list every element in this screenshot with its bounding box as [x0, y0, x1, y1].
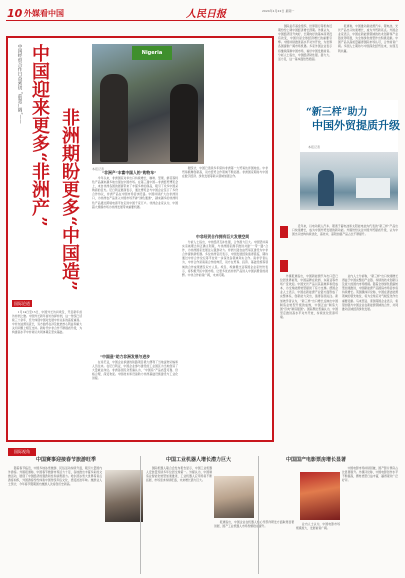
- lead-byline: 本报记者: [92, 167, 105, 171]
- lead-subhead-1: “非洲产”丰富中国人的“购物车”: [102, 170, 157, 175]
- photo-worker: [318, 170, 334, 206]
- right-photo-caption: [300, 212, 398, 220]
- lead-photo: [92, 44, 204, 164]
- right-headline-main: 中国外贸提质升级: [312, 119, 400, 132]
- lead-subhead-3: 中非经贸合作拥有巨大发展空间: [196, 234, 250, 239]
- lead-body-col4: 分析人士指出，中非经济互补性强，合作潜力巨大。中国坚持真实亲诚理念和正确义利观，与非洲国家携手推进共建“一带一路”合作，为非洲国家发展注入强劲动力。非洲大陆自由贸易区建设为中非合作提供新机遇。多位非洲官员表示，中国发展经验值得借鉴，期待通过中非合作论坛等平台进一步深化各领域务实合作。南非学者认为，中非合作是南南合作的典范，双方在贸易、投资、基础设施等领域的合作成果惠及双方人民。埃及、埃塞俄比亚等国企业家纷纷表示，将积极开拓中国市场，让更多优质非洲产品进入中国消费者的视野。中非合作前景广阔，未来可期。: [182, 240, 268, 277]
- dateline: 2024年1月22日 星期一: [262, 9, 295, 13]
- bottom-photo-1: [105, 470, 143, 522]
- photo-machine: [356, 178, 390, 198]
- right-byline: 本报记者: [308, 145, 321, 149]
- right-body-intro: 近年来，以电动载人汽车、锂离子蓄电池和太阳能电池为代表的“新三样”产品出口快速增长，成为中国外贸发展的新动能。外媒纷纷关注中国外贸提质升级，认为中国出口结构持续优化，高技术、高附加值产品占比不断提升。: [292, 224, 398, 237]
- bottom-article-1-text: 随着春节临近，中国多地冰雪旅游、民俗活动持续升温，吸引大量国内外游客。外媒报道称，中国春节旅游市场活力十足，各地推出丰富多彩的文旅活动，展现了中国经济的强劲韧性和消费潜力。哈尔滨冰雪大世界等景点游客如织，外国游客纷纷体验中国传统年俗文化，感受浓浓年味。旅游业人士预计，今年春节假期国内旅游人次将创历史新高。: [8, 466, 102, 487]
- page-number: 10: [7, 7, 23, 20]
- lead-tag: 国际论道: [14, 301, 30, 306]
- lead-headline-2: 非洲期盼更多“中国造”: [59, 108, 80, 291]
- lead-photo-caption: [206, 46, 212, 158]
- photo-sign: Nigeria: [132, 46, 172, 60]
- bottom-strip-tag: 国际视角: [8, 448, 36, 456]
- bottom-article-2-text: 国际机器人联合会发布报告显示，中国工业机器人安装量连续多年位居全球第一。外媒认为，中国制造业智能化转型加速推进，工业机器人应用场景不断拓展，市场需求持续旺盛，未来增长潜力巨大。: [146, 466, 212, 483]
- lead-body-col3: 据统计，中国已连续多年保持非洲第一大贸易伙伴国地位。中非贸易额屡创新高，双方经贸合作领域不断拓展。非洲国家期待与中国在数字经济、绿色发展等新兴领域加强合作。: [182, 166, 268, 179]
- right-photo: [300, 152, 398, 210]
- lead-body-col1: 今年以来，非洲国家对华出口持续增长，咖啡、坚果、鲜花等特色产品越来越多地出现在中国市场。在第三届中国—非洲经贸博览会上，来自非洲各国的展商带来了丰富多样的商品，吸引了众多中国采购商的目光。尼日利亚展商表示，通过博览会与中国企业签订了多份合作协议，非洲产品在中国市场需求旺盛。中国持续扩大自非洲进口，为非洲农产品进入中国市场开辟“绿色通道”，越来越多的非洲特色产品通过跨境电商平台走进中国千家万户。非洲企业家认为，中国超大规模市场为非洲发展带来重要机遇。: [92, 176, 178, 209]
- header-rule: [6, 20, 399, 21]
- right-tag-1: [280, 226, 288, 238]
- right-tag-2: [280, 260, 288, 272]
- bottom-title-2: 中国工业机器人增长潜力巨大: [166, 457, 232, 463]
- masthead-logo: 人民日报: [186, 9, 226, 20]
- lead-subhead-2: “中国造”助力非洲发展与进步: [100, 354, 150, 359]
- right-headline-quote: “新三样”助力: [306, 107, 368, 118]
- bottom-title-1: 中国赛事迎接春节旅游旺季: [36, 457, 97, 463]
- right-top-text-col2: 报道称，中国推动新能源汽车、锂电池、光伏产品出口快速增长，成为外贸新亮点。外国企业家表示，中国在新能源领域的技术创新和产业链优势明显，为全球绿色转型作出积极贡献。中国产品以高质量赢得国际市场认可，合作前景广阔。多国人士期待与中国深化经贸往来，实现互利共赢。: [338, 24, 398, 53]
- lead-kicker: 中国经贸合作日益密切 “前景广阔”——: [17, 44, 22, 124]
- photo-person-left: [100, 74, 128, 162]
- bottom-title-3: 中国国产电影票房增长显著: [286, 457, 347, 463]
- lead-commentary: 1月14日至15日，中国外长访问埃及，开启新年首访非洲之旅。中国外长新年首访选择非洲，这一传统已延续三十余年，充分体现中国对发展中非关系的高度重视。中非友谊源远流长，双方始终在涉及彼此核心利益和重大关切问题上相互支持。新时代中非合作不断提质升级，为构建高水平中非命运共同体奠定坚实基础。: [12, 310, 82, 335]
- bottom-divider-1: [140, 456, 141, 574]
- right-top-text-col1: 国际货币基金组织、世界银行等机构近期纷纷上调中国经济增长预期。外媒认为，中国经济回升向好、长期向好的基本趋势没有改变，中国仍是全球经济增长的重要引擎。中国持续推进高水平对外开放，为世界各国提供广阔市场机遇。多家外国企业表示将继续深耕中国市场，看好中国发展前景。分析人士指出，中国经济韧性强、潜力大、活力足，这一基本面依然稳固。: [278, 24, 332, 61]
- bottom-article-3-text: 中国电影市场持续回暖，国产影片票房占比显著提升。外媒评论称，中国电影创作水平不断提高，题材类型日益丰富，赢得观众广泛好评。: [342, 466, 398, 483]
- right-body-col1: 外媒报道指出，中国新能源汽车出口量已位居世界前列，中国品牌在欧洲、东南亚等市场广受欢迎。中国光伏产品以其高效率和低成本，为全球能源转型提供了有力支撑。德国企业人士表示，中国在新能源产业链方面形成了完整体系，创新能力突出，值得各国关注。新加坡学者认为，“新三样”出口增长反映出中国制造业转型升级的成效，中国正由“制造大国”迈向“制造强国”。国际舆论普遍认为，中国坚定推进高水平对外开放，持续优化营商环境。: [280, 274, 338, 319]
- bottom-photo-2: [214, 476, 254, 518]
- bottom-article-3-more: 业内人士认为，中国电影市场规模庞大，发展前景广阔。: [296, 522, 340, 531]
- bottom-photo-3: [300, 472, 340, 520]
- bottom-article-2-more: 报道指出，中国企业在机器人核心零部件研发方面取得显著进展，国产工业机器人市场份额稳步提升。: [214, 520, 294, 529]
- lead-body-col2: 在肯尼亚，中国企业承建的铁路项目极大便利了当地货物运输和人员往来。在尼日利亚，中国企业参与建设的工业园区为当地创造了大量就业岗位。非洲各国民众普遍认为，“中国造”产品质量可靠、价格合理，深受欢迎。中国技术和设备助力非洲基础设施建设与工业化进程。: [92, 360, 178, 381]
- section-title: 外媒看中国: [24, 9, 64, 18]
- bottom-divider-2: [258, 456, 259, 574]
- photo-person-right: [170, 84, 198, 162]
- right-body-col2: 业内人士分析称，“新三样”出口快速增长得益于中国完整的产业链、持续的技术创新以及庞大的国内市场规模。随着全球绿色低碳转型加速推进，中国新能源产品国际市场需求将持续增长。英国媒体评论称，中国在清洁能源领域的领先地位，将为全球应对气候变化作出重要贡献。马来西亚、泰国等国企业表示，希望加强与中国企业在新能源领域的合作，共同推动区域经济绿色发展。: [342, 274, 398, 311]
- lead-headline-1: 中国迎来更多“非洲产”: [29, 44, 50, 227]
